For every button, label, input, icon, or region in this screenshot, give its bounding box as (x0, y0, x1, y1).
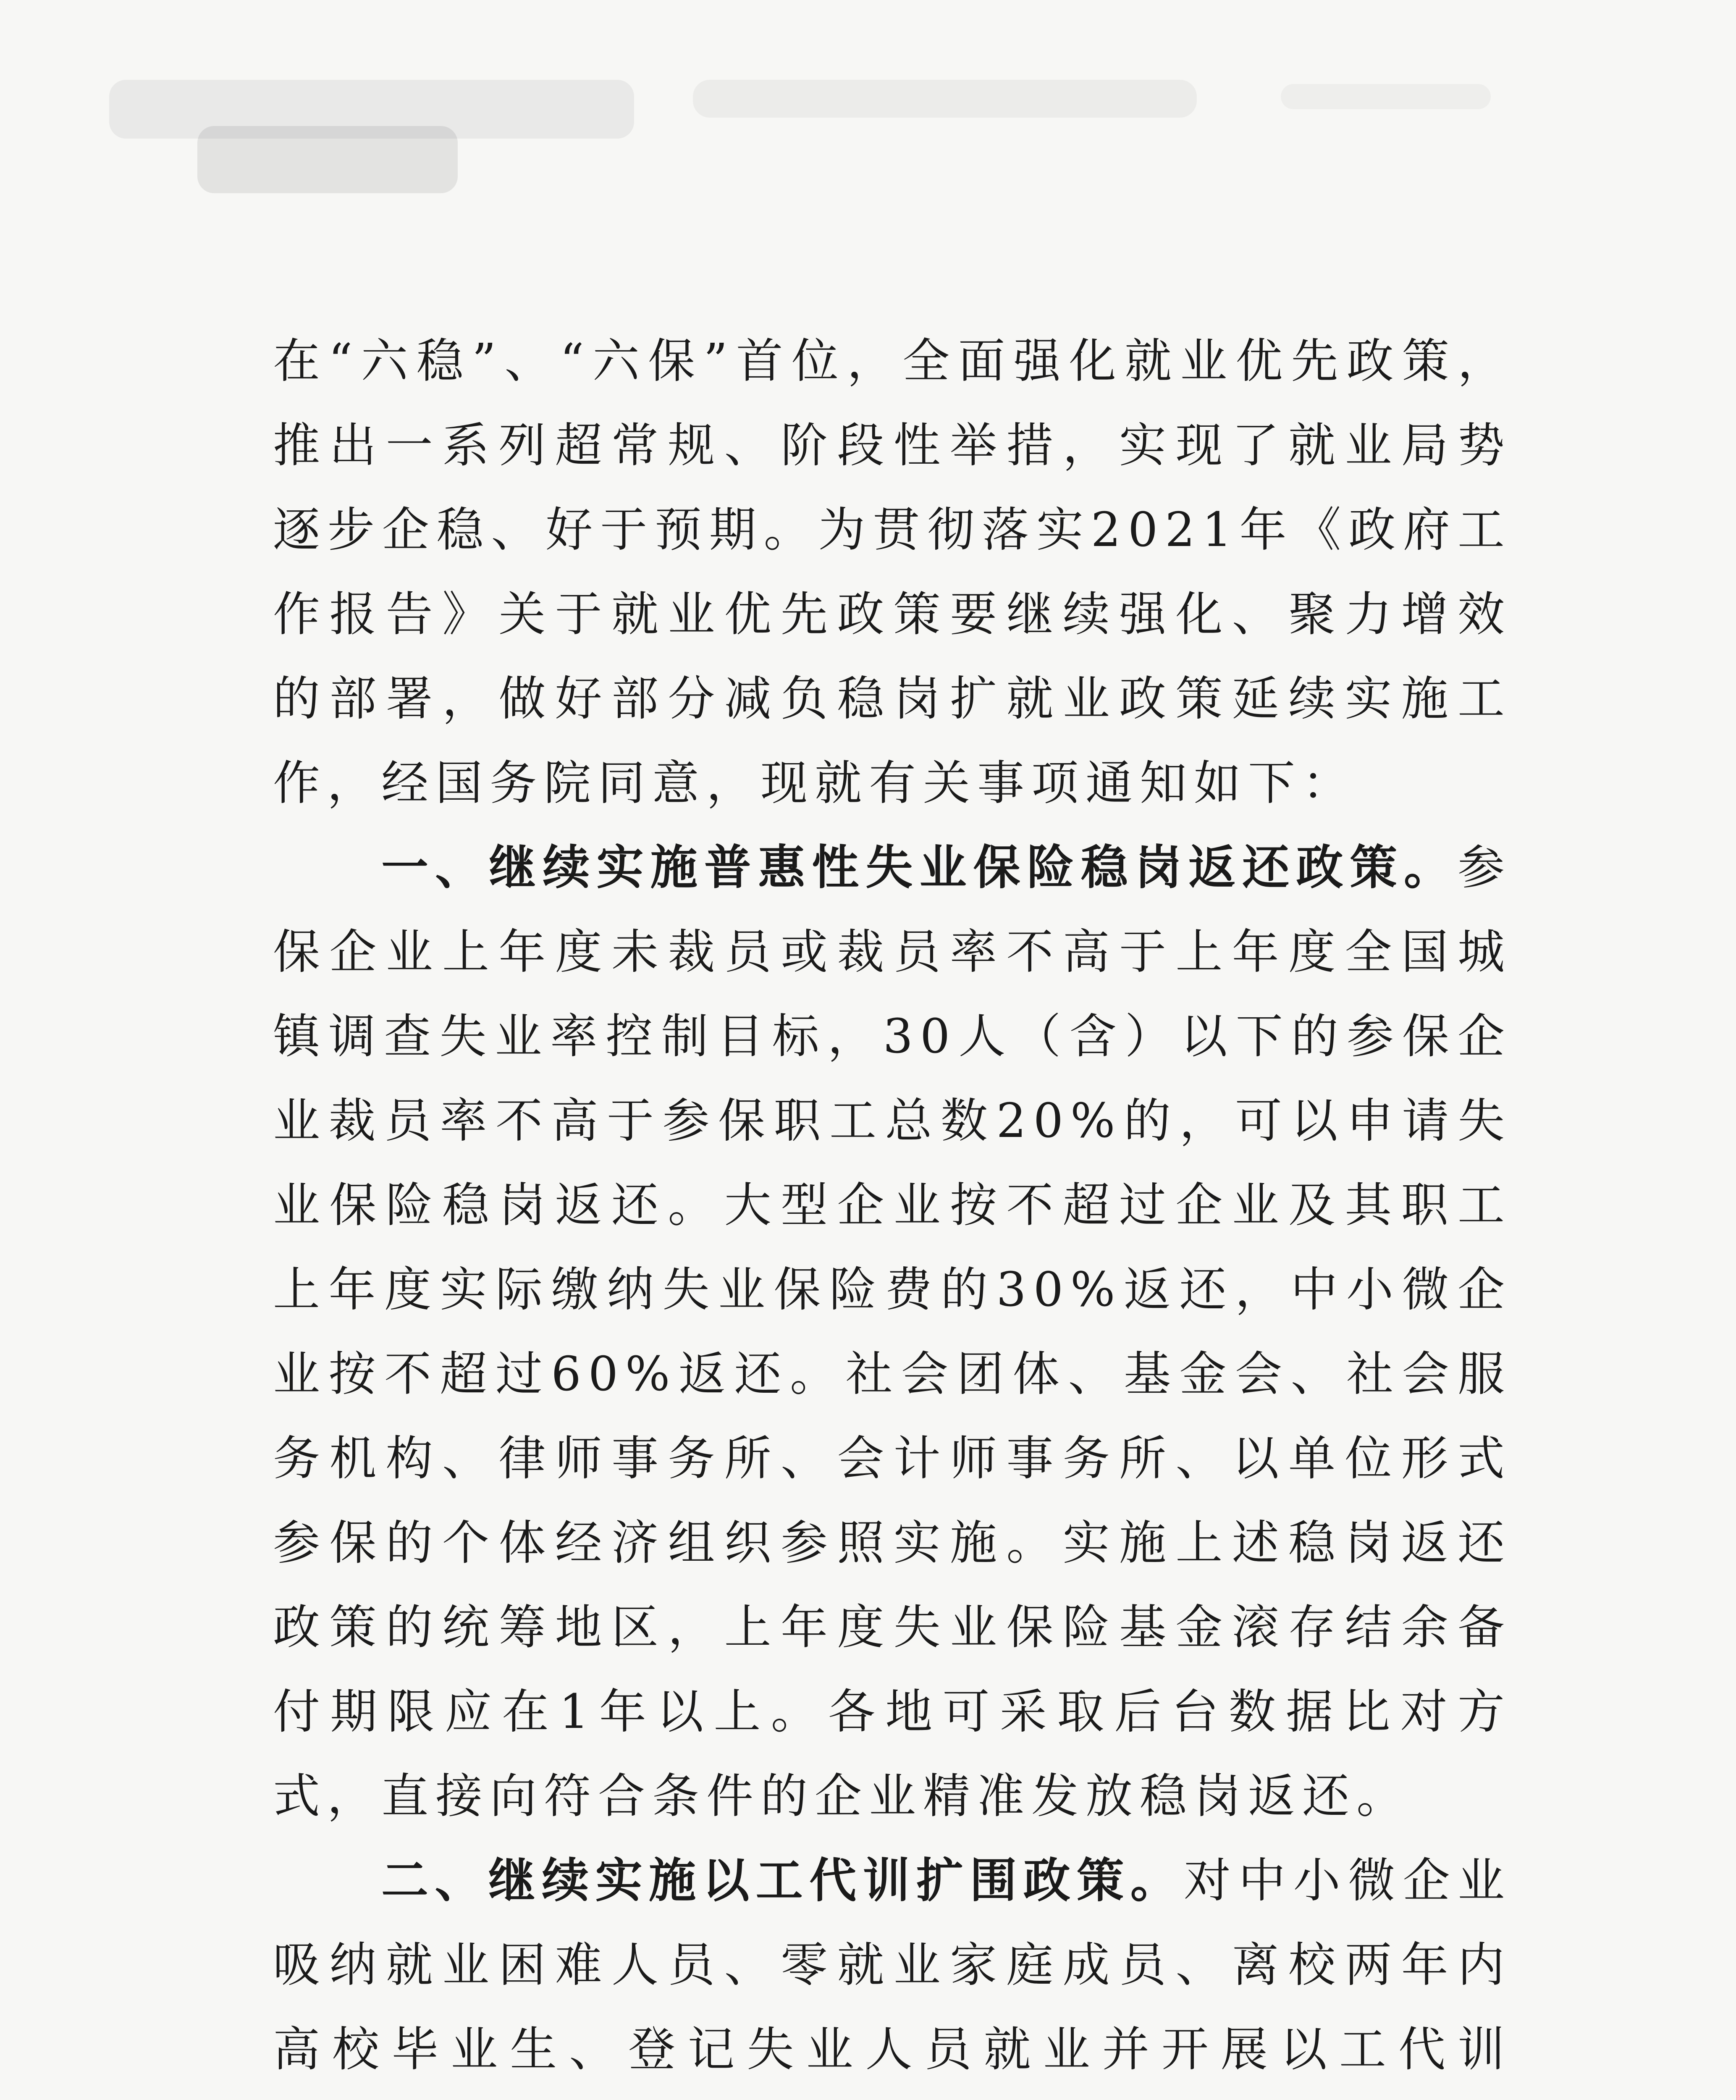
section-heading: 二、继续实施以工代训扩围政策。 (381, 1853, 1184, 1908)
paragraph-text: 参保企业上年度未裁员或裁员率不高于上年度全国城镇调查失业率控制目标，30人（含）以下的参保企业裁员率不高于参保职工总数20%的，可以申请失业保险稳岗返还。大型企业按不超过企业及其职工上年度实际缴纳失业保险费的30%返还，中小微企业按不超过60%返还。社会团体、基金会、社会服务机构、律师事务所、会计师事务所、以单位形式参保的个体经济组织参照实施。实施上述稳岗返还政策的统筹地区，上年度失业保险基金滚存结余备付期限应在1年以上。各地可采取后台数据比对方式，直接向符合条件的企业精准发放稳岗返还。 (273, 840, 1512, 1824)
scan-artifact (1281, 84, 1491, 109)
paragraph-section-1 (273, 826, 1512, 1839)
paragraph-section-2 (273, 1839, 1512, 2100)
document-body (273, 319, 1512, 2100)
paragraph-text: 在“六稳”、“六保”首位，全面强化就业优先政策，推出一系列超常规、阶段性举措，实现了就业局势逐步企稳、好于预期。为贯彻落实2021年《政府工作报告》关于就业优先政策要继续强化、聚力增效的部署，做好部分减负稳岗扩就业政策延续实施工作，经国务院同意，现就有关事项通知如下： (273, 334, 1512, 811)
paragraph-text: 对中小微企业吸纳就业困难人员、零就业家庭成员、离校两年内高校毕业生、登记失业人员就业并开展以工代训 (273, 1853, 1512, 2077)
section-heading: 一、继续实施普惠性失业保险稳岗返还政策。 (381, 840, 1458, 895)
scan-artifact (693, 80, 1197, 118)
scan-artifact (197, 126, 458, 193)
paragraph-intro (273, 319, 1512, 826)
